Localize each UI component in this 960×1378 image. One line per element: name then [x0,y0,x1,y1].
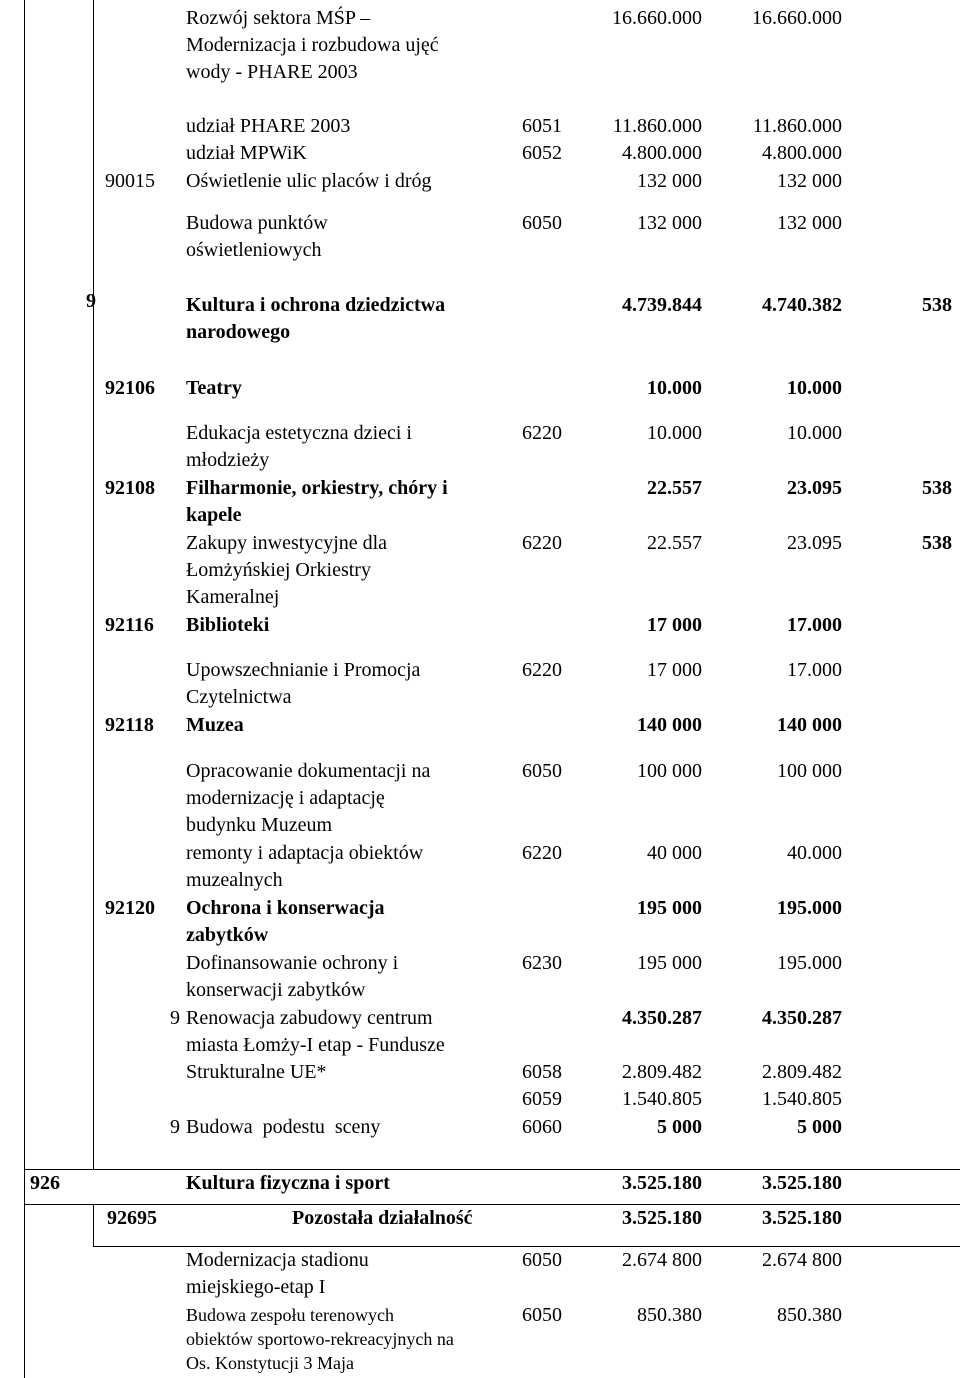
plan-value: 17 000 [647,614,702,636]
after-change-value: 4.740.382 [762,294,842,316]
after-change-value: 132 000 [777,212,842,234]
after-change-value: 3.525.180 [762,1207,842,1229]
item-description: udział MPWiK [186,142,307,164]
paragraph-code: 6059 [522,1088,562,1110]
item-description: modernizację i adaptację [186,787,385,809]
item-description: obiektów sportowo-rekreacyjnych na [186,1329,454,1349]
item-description: Biblioteki [186,614,270,636]
difference-value: 538 [922,532,952,554]
after-change-value: 17.000 [787,614,842,636]
plan-value: 850.380 [637,1304,702,1326]
plan-value: 195 000 [637,952,702,974]
item-description: Modernizacja stadionu [186,1249,369,1271]
item-description: budynku Muzeum [186,814,333,836]
item-description: Rozwój sektora MŚP – [186,7,371,29]
item-description: zabytków [186,924,269,946]
section-code: 92106 [105,377,155,399]
item-description: Modernizacja i rozbudowa ujęć [186,34,439,56]
paragraph-code: 6220 [522,422,562,444]
plan-value: 11.860.000 [612,115,702,137]
plan-value: 5 000 [657,1116,702,1138]
grid-line-code-left [93,0,94,1170]
item-description: Kultura fizyczna i sport [186,1172,390,1194]
plan-value: 10.000 [647,377,702,399]
after-change-value: 2.674 800 [762,1249,842,1271]
plan-value: 100 000 [637,760,702,782]
item-description: Upowszechnianie i Promocja [186,659,421,681]
after-change-value: 4.800.000 [762,142,842,164]
item-description: Czytelnictwa [186,686,292,708]
section-code: 9 [170,1116,180,1138]
difference-value: 538 [922,294,952,316]
section-code: 926 [30,1172,60,1194]
after-change-value: 23.095 [787,532,842,554]
after-change-value: 132 000 [777,170,842,192]
section-code: 92118 [105,714,154,736]
plan-value: 10.000 [647,422,702,444]
item-description: konserwacji zabytków [186,979,366,1001]
item-description: Renowacja zabudowy centrum [186,1007,433,1029]
after-change-value: 3.525.180 [762,1172,842,1194]
item-description: Kameralnej [186,586,280,608]
plan-value: 3.525.180 [622,1207,702,1229]
item-description: Opracowanie dokumentacji na [186,760,431,782]
after-change-value: 850.380 [777,1304,842,1326]
item-description: narodowego [186,321,291,343]
paragraph-code: 6220 [522,532,562,554]
item-description: Teatry [186,377,242,399]
paragraph-code: 6051 [522,115,562,137]
after-change-value: 23.095 [787,477,842,499]
plan-value: 140 000 [637,714,702,736]
after-change-value: 10.000 [787,422,842,444]
item-description: Filharmonie, orkiestry, chóry i [186,477,448,499]
item-description: Oświetlenie ulic placów i dróg [186,170,432,192]
after-change-value: 17.000 [787,659,842,681]
after-change-value: 195.000 [777,897,842,919]
item-description: miasta Łomży-I etap - Fundusze [186,1034,445,1056]
plan-value: 22.557 [647,532,702,554]
plan-value: 1.540.805 [622,1088,702,1110]
section-code: 92695 [107,1207,157,1229]
difference-value: 538 [922,477,952,499]
item-description: Strukturalne UE* [186,1061,327,1083]
after-change-value: 2.809.482 [762,1061,842,1083]
paragraph-code: 6052 [522,142,562,164]
plan-value: 4.350.287 [622,1007,702,1029]
after-change-value: 5 000 [797,1116,842,1138]
item-description: Budowa zespołu terenowych [186,1305,394,1325]
section-code: 92116 [105,614,154,636]
section-code: 9 [86,290,96,312]
item-description: Dofinansowanie ochrony i [186,952,399,974]
after-change-value: 140 000 [777,714,842,736]
paragraph-code: 6050 [522,1304,562,1326]
item-description: Pozostała działalność [292,1207,473,1229]
item-description: udział PHARE 2003 [186,115,351,137]
item-description: Łomżyńskiej Orkiestry [186,559,371,581]
item-description: Zakupy inwestycyjne dla [186,532,388,554]
plan-value: 3.525.180 [622,1172,702,1194]
item-description: Kultura i ochrona dziedzictwa [186,294,446,316]
section-code: 90015 [105,170,155,192]
paragraph-code: 6060 [522,1116,562,1138]
section-code: 92108 [105,477,155,499]
plan-value: 4.739.844 [622,294,702,316]
item-description: remonty i adaptacja obiektów [186,842,424,864]
item-description: oświetleniowych [186,239,322,261]
after-change-value: 10.000 [787,377,842,399]
paragraph-code: 6230 [522,952,562,974]
after-change-value: 4.350.287 [762,1007,842,1029]
paragraph-code: 6058 [522,1061,562,1083]
plan-value: 17 000 [647,659,702,681]
section-code: 9 [170,1007,180,1029]
after-change-value: 1.540.805 [762,1088,842,1110]
item-description: miejskiego-etap I [186,1276,326,1298]
plan-value: 4.800.000 [622,142,702,164]
after-change-value: 16.660.000 [752,7,842,29]
plan-value: 132 000 [637,170,702,192]
item-description: Muzea [186,714,244,736]
plan-value: 2.674 800 [622,1249,702,1271]
item-description: Edukacja estetyczna dzieci i [186,422,412,444]
plan-value: 40 000 [647,842,702,864]
item-description: młodzieży [186,449,270,471]
item-description: Budowa punktów [186,212,328,234]
plan-value: 132 000 [637,212,702,234]
item-description: muzealnych [186,869,283,891]
plan-value: 195 000 [637,897,702,919]
plan-value: 22.557 [647,477,702,499]
after-change-value: 195.000 [777,952,842,974]
item-description: wody - PHARE 2003 [186,61,358,83]
paragraph-code: 6050 [522,212,562,234]
section-code: 92120 [105,897,155,919]
paragraph-code: 6220 [522,842,562,864]
after-change-value: 11.860.000 [752,115,842,137]
paragraph-code: 6050 [522,1249,562,1271]
paragraph-code: 6050 [522,760,562,782]
item-description: Ochrona i konserwacja [186,897,385,919]
plan-value: 2.809.482 [622,1061,702,1083]
item-description: Os. Konstytucji 3 Maja [186,1353,354,1373]
item-description: Budowa podestu sceny [186,1116,381,1138]
item-description: kapele [186,504,242,526]
grid-line-section-left [93,1205,94,1247]
plan-value: 16.660.000 [612,7,702,29]
grid-line-left [24,0,25,1378]
paragraph-code: 6220 [522,659,562,681]
after-change-value: 40.000 [787,842,842,864]
after-change-value: 100 000 [777,760,842,782]
